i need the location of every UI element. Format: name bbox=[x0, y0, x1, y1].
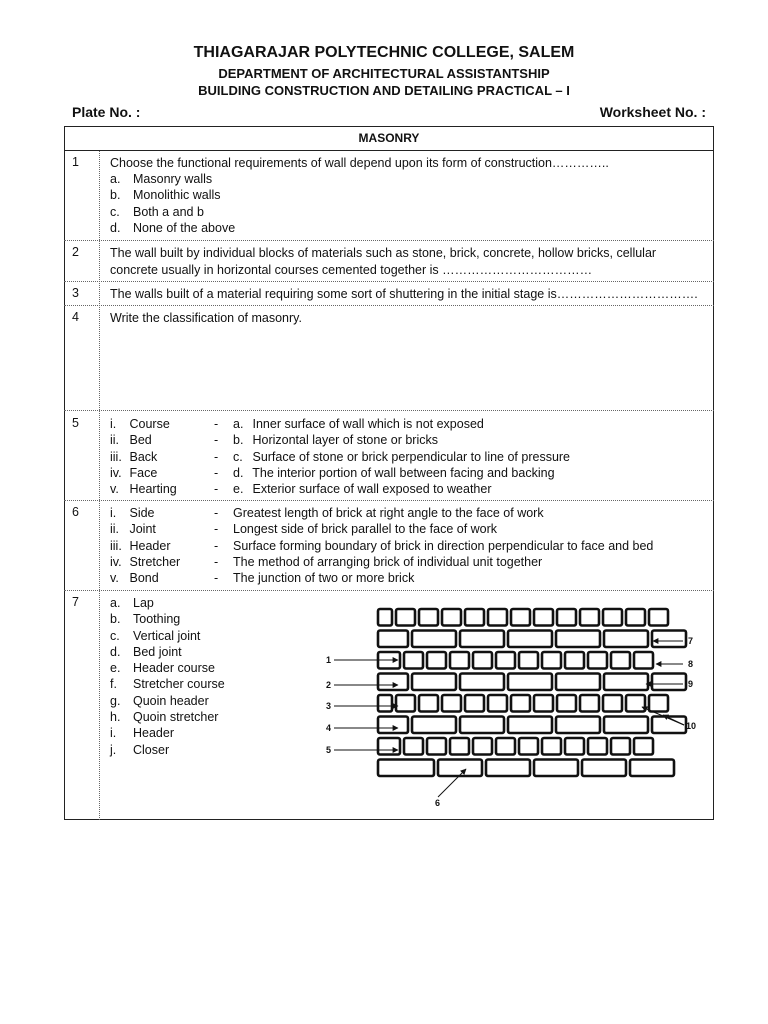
question-number: 3 bbox=[72, 286, 79, 300]
option-item: g. Quoin header bbox=[110, 693, 209, 708]
brick bbox=[465, 695, 484, 712]
diagram-label-7: 7 bbox=[688, 636, 694, 646]
brick bbox=[557, 609, 576, 626]
brick bbox=[508, 717, 552, 734]
dash: - bbox=[214, 506, 219, 520]
diagram-label-5: 5 bbox=[326, 745, 332, 755]
brick bbox=[473, 652, 492, 669]
brick bbox=[460, 717, 504, 734]
brick bbox=[508, 674, 552, 691]
brick bbox=[652, 674, 686, 691]
dash: - bbox=[214, 433, 219, 448]
question-number: 4 bbox=[72, 310, 79, 324]
definition-item: Surface forming boundary of brick in direction perpendicular to face and bed bbox=[233, 538, 654, 553]
q7-options bbox=[110, 595, 225, 758]
definition-item: The method of arranging brick of individual unit together bbox=[233, 554, 543, 569]
brick bbox=[580, 609, 599, 626]
brick bbox=[450, 652, 469, 669]
option-item: d. None of the above bbox=[110, 220, 236, 235]
option-item: a. Masonry walls bbox=[110, 172, 213, 186]
option-item: c. Vertical joint bbox=[110, 628, 201, 643]
option-item: c. Both a and b bbox=[110, 204, 204, 219]
diagram-label-4: 4 bbox=[326, 723, 332, 733]
option-item: i. Header bbox=[110, 726, 174, 741]
brick bbox=[412, 717, 456, 734]
question-text: Write the classification of masonry. bbox=[110, 311, 302, 325]
brick bbox=[542, 738, 561, 755]
dash: - bbox=[214, 538, 219, 553]
term-item: i. Course bbox=[110, 417, 170, 431]
brick bbox=[630, 760, 674, 777]
option-item: a. Lap bbox=[110, 596, 154, 610]
diagram-label-6: 6 bbox=[435, 798, 441, 808]
brick bbox=[378, 760, 434, 777]
definition-item: a. Inner surface of wall which is not exposed bbox=[233, 417, 484, 431]
question-number: 2 bbox=[72, 245, 79, 259]
brick bbox=[542, 652, 561, 669]
brick bbox=[412, 674, 456, 691]
brick bbox=[604, 631, 648, 648]
question-text: The wall built by individual blocks of materials such as stone, brick, concrete, hollow bricks, cellular bbox=[110, 246, 657, 260]
row-divider bbox=[64, 240, 714, 241]
q5-terms bbox=[110, 416, 177, 497]
plate-number-label: Plate No. : bbox=[72, 104, 141, 120]
q6-terms bbox=[110, 505, 180, 586]
question-number: 1 bbox=[72, 155, 79, 169]
brick bbox=[565, 652, 584, 669]
brick bbox=[378, 674, 408, 691]
course-name: BUILDING CONSTRUCTION AND DETAILING PRACTICAL – I bbox=[198, 83, 570, 98]
brick bbox=[442, 609, 461, 626]
definition-item: Greatest length of brick at right angle to the face of work bbox=[233, 506, 544, 520]
question-text: concrete usually in horizontal courses cemented together is ……………………………… bbox=[110, 263, 593, 277]
brick bbox=[412, 631, 456, 648]
brick bbox=[419, 695, 438, 712]
dash: - bbox=[214, 449, 219, 464]
brick bbox=[649, 695, 668, 712]
row-divider bbox=[64, 281, 714, 282]
term-item: v. Bond bbox=[110, 571, 159, 586]
row-divider bbox=[64, 410, 714, 411]
brick bbox=[603, 695, 622, 712]
table-title: MASONRY bbox=[64, 126, 714, 151]
diagram-label-3: 3 bbox=[326, 701, 332, 711]
diagram-label-10: 10 bbox=[686, 721, 697, 731]
definition-item: The junction of two or more brick bbox=[233, 571, 415, 586]
brick bbox=[534, 609, 553, 626]
college-name: THIAGARAJAR POLYTECHNIC COLLEGE, SALEM bbox=[193, 44, 575, 61]
brick bbox=[556, 631, 600, 648]
brick bbox=[511, 695, 530, 712]
brick bbox=[450, 738, 469, 755]
worksheet-number-label: Worksheet No. : bbox=[599, 104, 706, 120]
column-divider bbox=[99, 151, 100, 820]
brick bbox=[378, 738, 400, 755]
brick-wall-diagram bbox=[318, 597, 708, 815]
brick bbox=[496, 738, 515, 755]
brick bbox=[496, 652, 515, 669]
brick bbox=[511, 609, 530, 626]
question-number: 7 bbox=[72, 595, 79, 609]
brick bbox=[582, 760, 626, 777]
dash: - bbox=[214, 417, 219, 431]
dash: - bbox=[214, 522, 219, 537]
brick bbox=[534, 760, 578, 777]
brick bbox=[556, 674, 600, 691]
definition-item: Longest side of brick parallel to the face of work bbox=[233, 522, 498, 537]
option-item: d. Bed joint bbox=[110, 644, 182, 659]
dash: - bbox=[214, 482, 219, 497]
dash: - bbox=[214, 571, 219, 586]
option-item: b. Toothing bbox=[110, 612, 181, 627]
option-item: e. Header course bbox=[110, 661, 215, 676]
brick bbox=[588, 652, 607, 669]
brick bbox=[442, 695, 461, 712]
brick bbox=[604, 674, 648, 691]
brick bbox=[378, 717, 408, 734]
brick bbox=[626, 609, 645, 626]
q6-definitions bbox=[233, 505, 653, 586]
department-name: DEPARTMENT OF ARCHITECTURAL ASSISTANTSHIP bbox=[218, 66, 550, 81]
question-number: 6 bbox=[72, 505, 79, 519]
q5-definitions bbox=[233, 416, 570, 497]
diagram-label-9: 9 bbox=[688, 679, 694, 689]
dash: - bbox=[214, 554, 219, 569]
diagram-label-8: 8 bbox=[688, 659, 694, 669]
brick bbox=[378, 695, 392, 712]
brick bbox=[404, 738, 423, 755]
brick bbox=[534, 695, 553, 712]
diagram-label-2: 2 bbox=[326, 680, 332, 690]
brick bbox=[556, 717, 600, 734]
brick-courses bbox=[378, 609, 686, 776]
dash: - bbox=[214, 465, 219, 480]
q6-dashes bbox=[214, 505, 218, 586]
brick bbox=[488, 695, 507, 712]
option-item: h. Quoin stretcher bbox=[110, 710, 219, 725]
brick bbox=[396, 695, 415, 712]
brick bbox=[611, 652, 630, 669]
brick bbox=[611, 738, 630, 755]
question-text: The walls built of a material requiring some sort of shuttering in the initial stage is……………………………. bbox=[110, 287, 698, 301]
term-item: iii. Header bbox=[110, 538, 171, 553]
brick bbox=[378, 609, 392, 626]
brick bbox=[508, 631, 552, 648]
diagram-label-1: 1 bbox=[326, 655, 332, 665]
option-item: f. Stretcher course bbox=[110, 677, 225, 692]
term-item: iv. Stretcher bbox=[110, 554, 181, 569]
term-item: v. Hearting bbox=[110, 482, 177, 497]
definition-item: e. Exterior surface of wall exposed to weather bbox=[233, 482, 492, 497]
brick bbox=[486, 760, 530, 777]
brick bbox=[396, 609, 415, 626]
q1-options bbox=[110, 171, 235, 236]
term-item: iv. Face bbox=[110, 465, 158, 480]
row-divider bbox=[64, 590, 714, 591]
option-item: b. Monolithic walls bbox=[110, 188, 221, 203]
brick bbox=[588, 738, 607, 755]
term-item: i. Side bbox=[110, 506, 155, 520]
brick bbox=[652, 631, 686, 648]
brick bbox=[404, 652, 423, 669]
definition-item: c. Surface of stone or brick perpendicular to line of pressure bbox=[233, 449, 571, 464]
question-number: 5 bbox=[72, 416, 79, 430]
brick bbox=[460, 631, 504, 648]
row-divider bbox=[64, 500, 714, 501]
brick bbox=[519, 652, 538, 669]
brick bbox=[427, 738, 446, 755]
q5-dashes bbox=[214, 416, 218, 497]
brick bbox=[604, 717, 648, 734]
term-item: ii. Joint bbox=[110, 522, 156, 537]
brick bbox=[580, 695, 599, 712]
brick bbox=[626, 695, 645, 712]
option-item: j. Closer bbox=[110, 742, 170, 757]
brick bbox=[465, 609, 484, 626]
brick bbox=[460, 674, 504, 691]
brick bbox=[419, 609, 438, 626]
brick bbox=[473, 738, 492, 755]
brick bbox=[557, 695, 576, 712]
brick bbox=[488, 609, 507, 626]
brick bbox=[603, 609, 622, 626]
brick bbox=[378, 631, 408, 648]
brick bbox=[634, 652, 653, 669]
term-item: iii. Back bbox=[110, 449, 158, 464]
brick bbox=[565, 738, 584, 755]
definition-item: b. Horizontal layer of stone or bricks bbox=[233, 433, 438, 448]
brick bbox=[438, 760, 482, 777]
brick bbox=[519, 738, 538, 755]
term-item: ii. Bed bbox=[110, 433, 152, 448]
brick bbox=[634, 738, 653, 755]
brick bbox=[649, 609, 668, 626]
row-divider bbox=[64, 305, 714, 306]
brick bbox=[427, 652, 446, 669]
question-text: Choose the functional requirements of wall depend upon its form of construction………….. bbox=[110, 156, 609, 170]
definition-item: d. The interior portion of wall between facing and backing bbox=[233, 465, 555, 480]
